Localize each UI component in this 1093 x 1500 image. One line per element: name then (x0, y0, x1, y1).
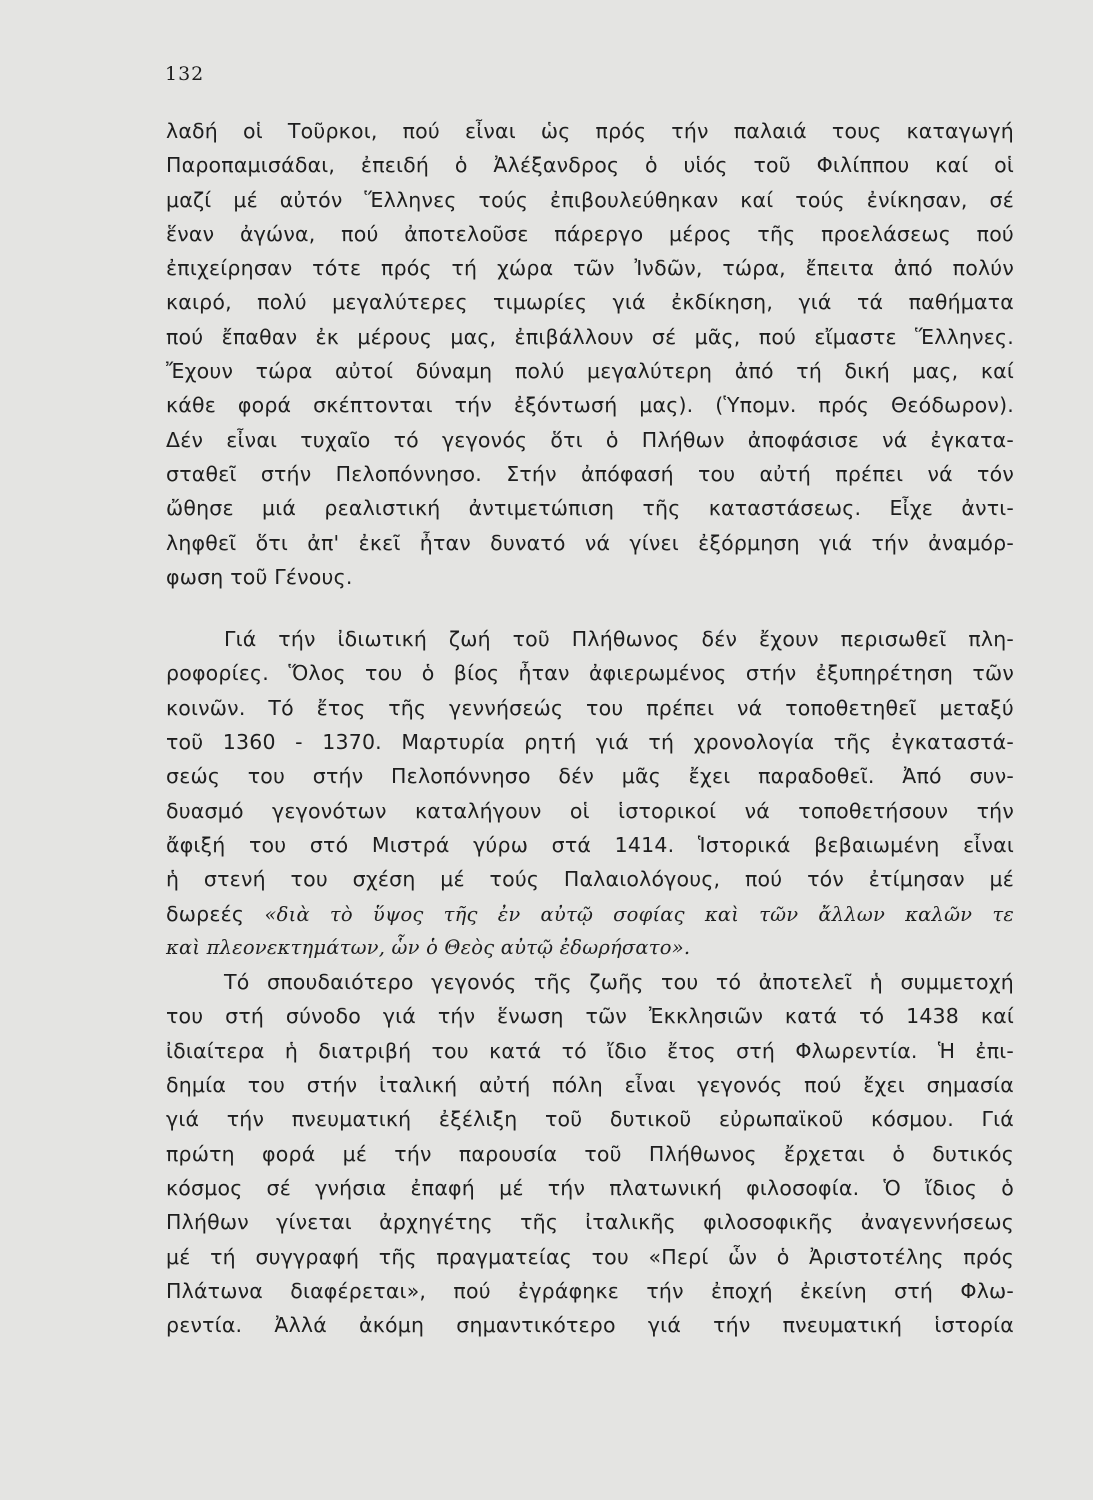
text-line: καιρό, πολύ μεγαλύτερες τιμωρίες γιά ἐκδίκηση, γιά τά παθήματα (166, 290, 1014, 315)
greek-quote: «διὰ τὸ ὕψος τῆς ἐν αὐτῷ σοφίας καὶ τῶν ἄλλων καλῶν τε (264, 902, 1014, 926)
text-line: ἐπιχείρησαν τότε πρός τή χώρα τῶν Ἰνδῶν, τώρα, ἔπειτα ἀπό πολύν (166, 256, 1014, 281)
text-line: Πλήθων γίνεται ἀρχηγέτης τῆς ἰταλικῆς φιλοσοφικῆς ἀναγεννήσεως (166, 1210, 1014, 1235)
paragraph-1 (166, 114, 1014, 594)
text-line: ἄφιξή του στό Μιστρά γύρω στά 1414. Ἱστορικά βεβαιωμένη εἶναι (166, 832, 1014, 857)
text-line: μέ τή συγγραφή τῆς πραγματείας του «Περί ὧν ὁ Ἀριστοτέλης πρός (166, 1244, 1014, 1269)
text-line: ὤθησε μιά ρεαλιστική ἀντιμετώπιση τῆς καταστάσεως. Εἶχε ἀντι- (166, 496, 1014, 521)
text-line: ρεντία. Ἀλλά ἀκόμη σημαντικότερο γιά τήν πνευματική ἱστορία (166, 1313, 1014, 1338)
text-line: ἡ στενή του σχέση μέ τούς Παλαιολόγους, πού τόν ἐτίμησαν μέ (166, 867, 1014, 892)
text-line: πρώτη φορά μέ τήν παρουσία τοῦ Πλήθωνος ἔρχεται ὁ δυτικός (166, 1141, 1014, 1166)
quote-prefix: δωρεές (166, 901, 265, 926)
text-line: Τό σπουδαιότερο γεγονός τῆς ζωῆς του τό ἀποτελεῖ ἡ συμμετοχή (224, 970, 1014, 995)
quote-line (166, 897, 1014, 931)
text-line: κάθε φορά σκέπτονται τήν ἐξόντωσή μας). (Ὑπομν. πρός Θεόδωρον). (166, 393, 1014, 418)
text-line: φωση τοῦ Γένους. (166, 564, 353, 589)
text-line: μαζί μέ αὐτόν Ἕλληνες τούς ἐπιβουλεύθηκαν καί τούς ἐνίκησαν, σέ (166, 187, 1014, 212)
text-line: Γιά τήν ἰδιωτική ζωή τοῦ Πλήθωνος δέν ἔχουν περισωθεῖ πλη- (224, 627, 1014, 652)
paragraph-gap (166, 594, 1014, 622)
text-line: γιά τήν πνευματική ἐξέλιξη τοῦ δυτικοῦ εὐρωπαϊκοῦ κόσμου. Γιά (166, 1107, 1014, 1132)
paragraph-3 (166, 965, 1014, 1342)
text-line: σεώς του στήν Πελοπόννησο δέν μᾶς ἔχει παραδοθεῖ. Ἀπό συν- (166, 764, 1014, 789)
text-line: λαδή οἱ Τοῦρκοι, πού εἶναι ὡς πρός τήν παλαιά τους καταγωγή (166, 119, 1014, 143)
text-line: Δέν εἶναι τυχαῖο τό γεγονός ὅτι ὁ Πλήθων ἀποφάσισε νά ἐγκατα- (166, 427, 1014, 452)
text-line: δυασμό γεγονότων καταλήγουν οἱ ἱστορικοί νά τοποθετήσουν τήν (166, 798, 1014, 823)
text-line: κοινῶν. Τό ἔτος τῆς γεννήσεώς του πρέπει νά τοποθετηθεῖ μεταξύ (166, 695, 1014, 720)
text-line: κόσμος σέ γνήσια ἐπαφή μέ τήν πλατωνική φιλοσοφία. Ὁ ἴδιος ὁ (166, 1175, 1014, 1200)
text-line: ἕναν ἀγώνα, πού ἀποτελοῦσε πάρεργο μέρος τῆς προελάσεως πού (166, 221, 1014, 246)
text-line: δημία του στήν ἰταλική αὐτή πόλη εἶναι γεγονός πού ἔχει σημασία (166, 1073, 1014, 1098)
page-number: 132 (165, 63, 205, 85)
text-line: ροφορίες. Ὅλος του ὁ βίος ἦταν ἀφιερωμένος στήν ἐξυπηρέτηση τῶν (166, 661, 1014, 686)
text-line: ληφθεῖ ὅτι ἀπ' ἐκεῖ ἦταν δυνατό νά γίνει ἐξόρμηση γιά τήν ἀναμόρ- (166, 530, 1014, 555)
text-line: τοῦ 1360 - 1370. Μαρτυρία ρητή γιά τή χρονολογία τῆς ἐγκαταστά- (166, 730, 1014, 755)
greek-quote: καὶ πλεονεκτημάτων, ὧν ὁ Θεὸς αὐτῷ ἐδωρήσατο». (166, 935, 691, 959)
text-line: σταθεῖ στήν Πελοπόννησο. Στήν ἀπόφασή του αὐτή πρέπει νά τόν (166, 461, 1014, 486)
text-line: πού ἔπαθαν ἐκ μέρους μας, ἐπιβάλλουν σέ μᾶς, πού εἴμαστε Ἕλληνες. (166, 324, 1014, 349)
text-line: Ἔχουν τώρα αὐτοί δύναμη πολύ μεγαλύτερη ἀπό τή δική μας, καί (166, 359, 1014, 384)
body-text (166, 114, 1014, 1342)
text-line: ἰδιαίτερα ἡ διατριβή του κατά τό ἴδιο ἔτος στή Φλωρεντία. Ἡ ἐπι- (166, 1038, 1014, 1063)
text-line: Παροπαμισάδαι, ἐπειδή ὁ Ἀλέξανδρος ὁ υἱός τοῦ Φιλίππου καί οἱ (166, 153, 1014, 178)
text-line: Πλάτωνα διαφέρεται», πού ἐγράφηκε τήν ἐποχή ἐκείνη στή Φλω- (166, 1278, 1014, 1303)
paragraph-2 (166, 622, 1014, 965)
text-line: του στή σύνοδο γιά τήν ἕνωση τῶν Ἐκκλησιῶν κατά τό 1438 καί (166, 1004, 1014, 1029)
